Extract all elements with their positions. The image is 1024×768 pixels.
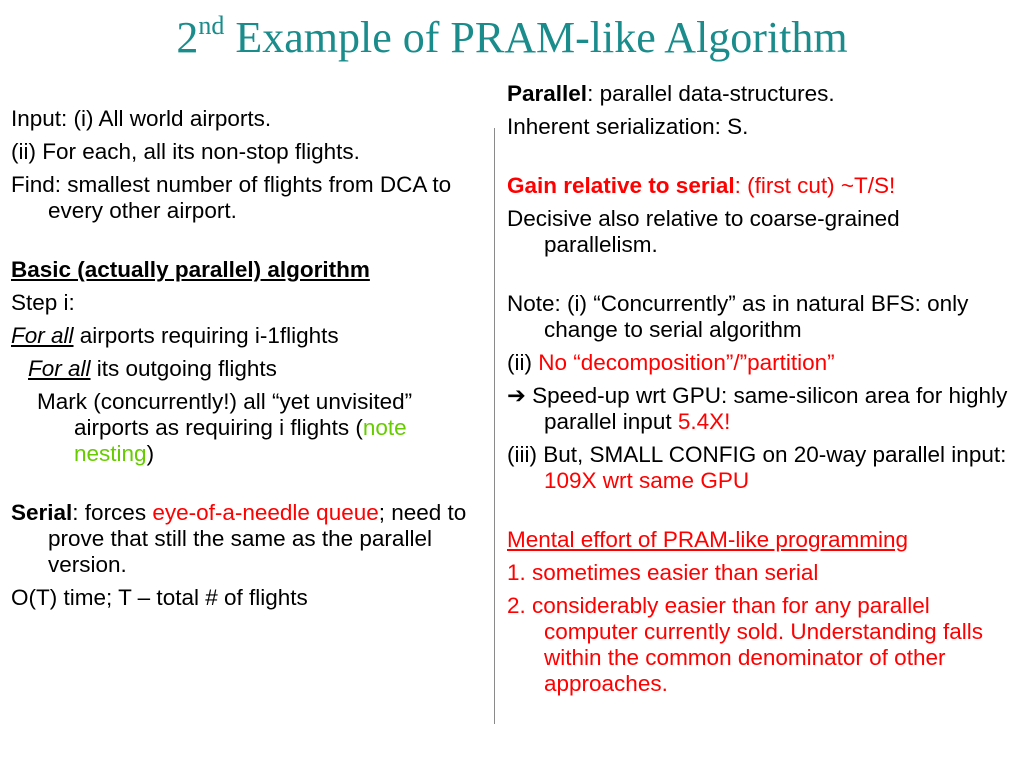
spacer — [11, 474, 491, 500]
forall-airports-line — [11, 323, 491, 349]
input-line-2: (ii) For each, all its non-stop flights. — [11, 139, 360, 164]
gain-text: : (first cut) ~T/S! — [734, 173, 896, 198]
note-line-1: Note: (i) “Concurrently” as in natural BFS: only change to serial algorithm — [507, 291, 969, 342]
small-config-line — [507, 442, 1019, 494]
forall-flights-line — [28, 356, 491, 382]
gain-label: Gain relative to serial — [507, 173, 735, 198]
parallel-line — [507, 81, 1019, 107]
mark-text: Mark (concurrently!) all “yet unvisited” airports as requiring i flights ( — [37, 389, 413, 440]
left-column — [11, 106, 491, 618]
inherent-line: Inherent serialization: S. — [507, 114, 749, 139]
serial-line — [11, 500, 491, 578]
parallel-label: Parallel — [507, 81, 588, 106]
serial-red-text: eye-of-a-needle queue — [152, 500, 379, 525]
spacer — [507, 147, 1019, 173]
parallel-text: : parallel data-structures. — [587, 81, 835, 106]
step-line: Step i: — [11, 290, 75, 315]
forall-emphasis-2: For all — [28, 356, 91, 381]
title-prefix: 2 — [176, 13, 199, 62]
serial-text-1: : forces — [72, 500, 153, 525]
forall-rest-2: its outgoing flights — [90, 356, 277, 381]
mental-effort-heading: Mental effort of PRAM-like programming — [507, 527, 908, 552]
basic-algorithm-heading: Basic (actually parallel) algorithm — [11, 257, 370, 282]
serial-label: Serial — [11, 500, 73, 525]
input-line-1: Input: (i) All world airports. — [11, 106, 272, 131]
forall-rest-1: airports requiring i-1flights — [73, 323, 339, 348]
serial-text-2: ; need to prove that still the same as the parallel version. — [48, 500, 467, 577]
find-line: Find: smallest number of flights from DCA to every other airport. — [11, 172, 452, 223]
speedup-line — [507, 383, 1019, 435]
mark-line — [37, 389, 491, 467]
speedup-text: Speed-up wrt GPU: same-silicon area for highly parallel input — [525, 383, 1008, 434]
small-config-text: (iii) But, SMALL CONFIG on 20-way parallel input: — [507, 442, 1007, 467]
title-main: Example of PRAM-like Algorithm — [224, 13, 848, 62]
note-line-2 — [507, 350, 1019, 376]
note-nesting: note nesting — [74, 415, 407, 466]
title-superscript: nd — [198, 11, 225, 40]
gain-line — [507, 173, 1019, 199]
right-column — [507, 81, 1019, 704]
small-config-red-text: 109X wrt same GPU — [544, 468, 750, 493]
forall-emphasis-1: For all — [11, 323, 74, 348]
spacer — [507, 501, 1019, 527]
note2-red-text: No “decomposition”/”partition” — [538, 350, 835, 375]
mental-item-1: 1. sometimes easier than serial — [507, 560, 819, 585]
decisive-line: Decisive also relative to coarse-grained parallelism. — [507, 206, 900, 257]
column-divider — [494, 128, 495, 724]
slide-title — [0, 8, 1024, 68]
arrow-icon: ➔ — [507, 383, 526, 408]
note2-prefix: (ii) — [507, 350, 539, 375]
mental-item-2: 2. considerably easier than for any parallel computer currently sold. Understanding falls within the common denominator of other approaches. — [507, 593, 983, 696]
spacer — [507, 265, 1019, 291]
spacer — [11, 231, 491, 257]
mark-close: ) — [146, 441, 155, 466]
complexity-line: O(T) time; T – total # of flights — [11, 585, 308, 610]
speedup-red-text: 5.4X! — [677, 409, 731, 434]
